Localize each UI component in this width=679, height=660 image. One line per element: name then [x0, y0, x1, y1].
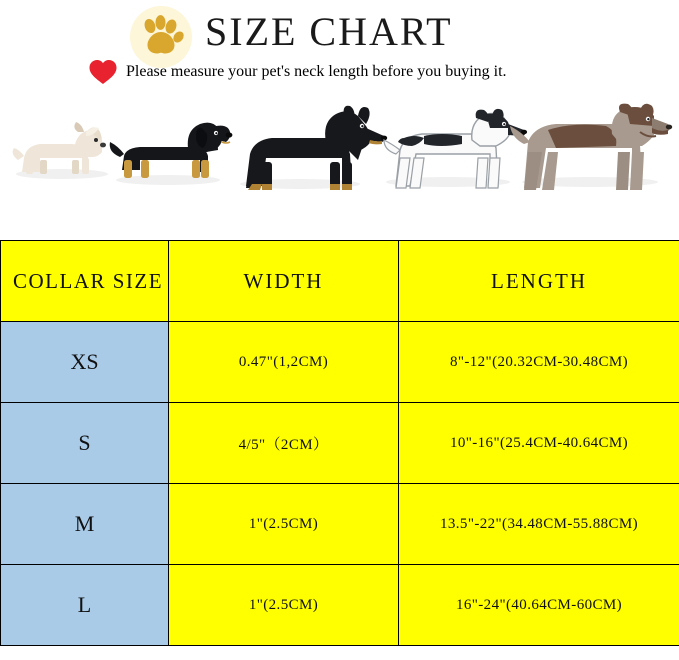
row-size-l: L: [1, 565, 169, 646]
doberman-dog: [246, 106, 387, 190]
row-width-m: 1"(2.5CM): [169, 484, 399, 565]
row-length-m: 13.5"-22"(34.48CM-55.88CM): [399, 484, 679, 565]
subtitle-row: [88, 58, 507, 86]
page-title: SIZE CHART: [205, 9, 453, 54]
row-size-m: M: [1, 484, 169, 565]
row-width-l: 1"(2.5CM): [169, 565, 399, 646]
table-row: [1, 322, 679, 403]
header: [0, 0, 679, 100]
table-header-row: [1, 241, 679, 322]
table-row: [1, 484, 679, 565]
row-length-l: 16"-24"(40.64CM-60CM): [399, 565, 679, 646]
size-chart-table: [0, 240, 679, 646]
header-width: WIDTH: [169, 241, 399, 322]
header-length: LENGTH: [399, 241, 679, 322]
row-size-s: S: [1, 403, 169, 484]
row-width-s: 4/5"（2CM）: [169, 403, 399, 484]
row-length-s: 10"-16"(25.4CM-40.64CM): [399, 403, 679, 484]
dachshund-dog: [110, 123, 233, 178]
row-length-xs: 8"-12"(20.32CM-30.48CM): [399, 322, 679, 403]
header-collar-size: COLLAR SIZE: [1, 241, 169, 322]
small-terrier-dog: [13, 122, 106, 174]
dog-illustration: [0, 102, 679, 242]
table-row: [1, 403, 679, 484]
subtitle-text: Please measure your pet's neck length before you buying it.: [126, 63, 507, 80]
row-size-xs: XS: [1, 322, 169, 403]
greyhound-dog: [384, 109, 527, 188]
row-width-xs: 0.47"(1,2CM): [169, 322, 399, 403]
heart-icon: [88, 58, 118, 86]
table-row: [1, 565, 679, 646]
